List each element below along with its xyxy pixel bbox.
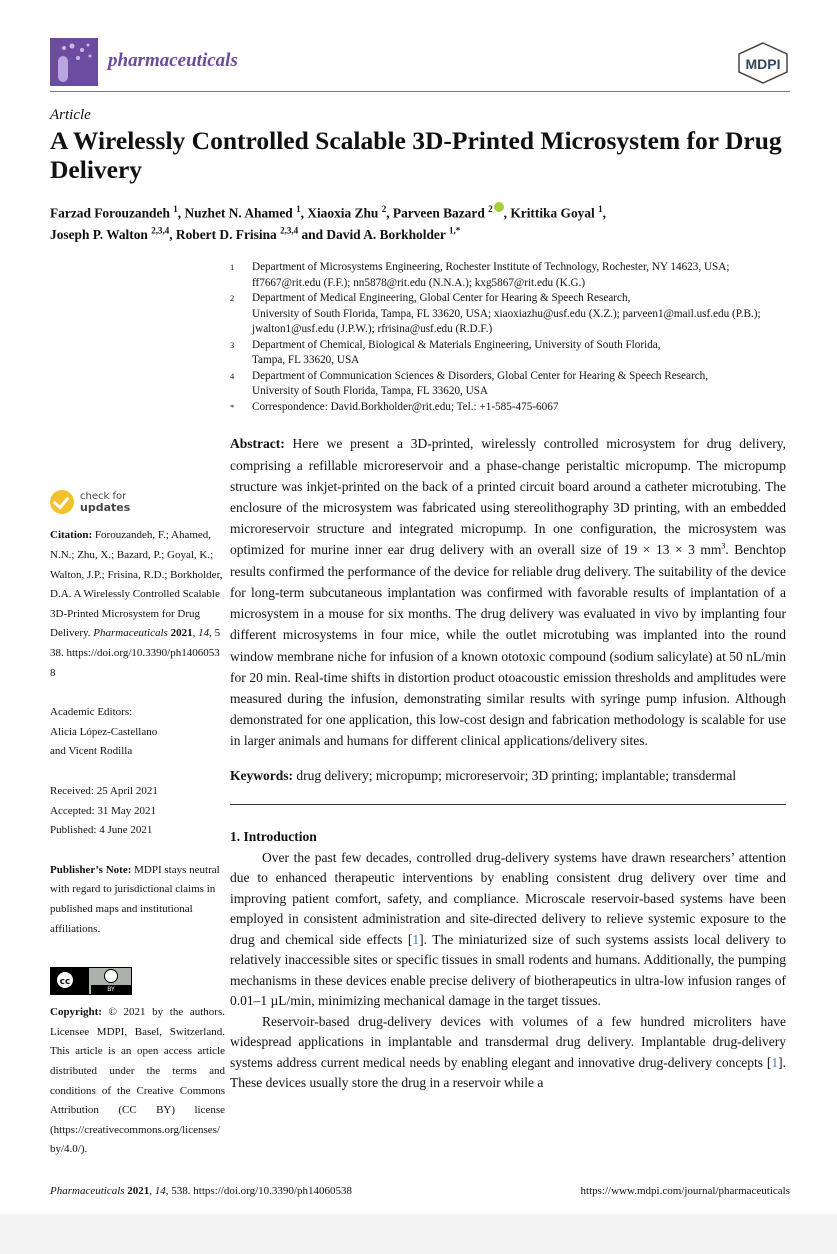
author-name[interactable]: Joseph P. Walton xyxy=(50,227,148,243)
accepted-date: Accepted: 31 May 2021 xyxy=(50,804,156,817)
affiliation-line: ff7667@rit.edu (F.F.); nn5878@rit.edu (N.N.A.); kxg5867@rit.edu (K.G.) xyxy=(252,276,586,289)
sidebar xyxy=(50,260,225,1159)
footer-volume: 14 xyxy=(154,1184,166,1197)
copyright-label: Copyright: xyxy=(50,1006,102,1019)
note-text: MDPI stays neutral with regard to jurisdictional claims in published maps and institutional affiliations. xyxy=(50,863,220,935)
section-heading: 1. Introduction xyxy=(230,828,317,844)
author-affiliation-sup: 1,* xyxy=(448,226,461,236)
affiliation-line: Department of Microsystems Engineering, Rochester Institute of Technology, Rochester, NY 14623, USA; xyxy=(252,261,730,274)
footer-citation: Pharmaceuticals 2021, 14, 538. https://doi.org/10.3390/ph14060538 xyxy=(50,1184,352,1197)
orcid-icon[interactable] xyxy=(494,202,504,212)
abstract-label: Abstract: xyxy=(230,436,285,452)
section-divider xyxy=(230,804,786,805)
copyright-text: © 2021 by the authors. Licensee MDPI, Basel, Switzerland. This article is an open access article distributed under the terms and conditions of the Creative Commons Attribution (CC BY) license (https://creativecommons.org/licenses/by/4.0/). xyxy=(50,1006,225,1156)
paragraph xyxy=(230,848,786,1012)
paragraph-text: Reservoir-based drug-delivery devices with volumes of a few hundred microliters have widespread applications in implantable and transdermal drug delivery. Implantable drug-delivery systems address current medical needs by enabling elegant and innovative drug-delivery concepts [ xyxy=(230,1013,786,1070)
published-date: Published: 4 June 2021 xyxy=(50,824,153,837)
received-date: Received: 25 April 2021 xyxy=(50,785,158,797)
editor-name: Alicia López-Castellano xyxy=(50,725,158,738)
citation: Citation: Forouzandeh, F.; Ahamed, N.N.; Zhu, X.; Bazard, P.; Goyal, K.; Walton, J.P.; Frisina, R.D.; Borkholder, D.A. A Wirelessly Controlled Scalable 3D-Printed Microsystem for Drug Delivery. Pharmaceuticals 2021, 14, 538. https://doi.org/10.3390/ph14060538 xyxy=(50,529,223,679)
footer-url[interactable]: https://www.mdpi.com/journal/pharmaceuticals xyxy=(580,1184,790,1197)
introduction-section xyxy=(230,827,786,1094)
abstract-text: Here we present a 3D-printed, wirelessly controlled microsystem for drug delivery, comprising a refillable microreservoir and a phase-change peristaltic micropump. The micropump structure was inkjet-printed on the back of a printed circuit board around a catheter microtubing. The enclosure of the microsystem was fabricated using stereolithography 3D printing, with an embedded microreservoir structure and integrated micropump. In one configuration, the microsystem was optimized for murine inner ear drug delivery with an overall size of 19 × 13 × 3 mm xyxy=(230,436,786,558)
reference-link[interactable]: 1 xyxy=(771,1054,779,1070)
affiliation-number: 4 xyxy=(230,370,235,381)
affiliation-line: Tampa, FL 33620, USA xyxy=(252,354,360,367)
affiliation-line: Department of Communication Sciences & Disorders, Global Center for Hearing & Speech Research, xyxy=(252,369,709,382)
author-name[interactable]: Robert D. Frisina xyxy=(175,227,277,243)
author-name[interactable]: Nuzhet N. Ahamed xyxy=(184,205,293,221)
author-list: Farzad Forouzandeh $^1$, Nuzhet N. Ahamed $^1$, Xiaoxia Zhu $^2$, Parveen Bazard $^2$ , Krittika Goyal $^1$, Joseph P. Walton $^{2,3,4}$, Robert D. Frisina $^{2,3,4}$ and David A. Borkholder $^{1,*}$ xyxy=(50,204,606,243)
affiliations xyxy=(230,260,790,415)
author-affiliation-sup: 1 xyxy=(173,204,178,214)
affiliation-line: University of South Florida, Tampa, FL 33620, USA; xiaoxiazhu@usf.edu (X.Z.); parveen1@mail.usf.edu (P.B.); xyxy=(252,307,761,320)
check-label: check for xyxy=(80,490,127,502)
author-affiliation-sup: 1 xyxy=(296,204,301,214)
abstract-text-cont: . Benchtop results confirmed the performance of the device for reliable drug delivery. The suitability of the device for long-term subcutaneous implantation was confirmed with favorable results of implantation of a microsystem in a mouse for six months. The drug delivery was evaluated in vivo by implanting four different microsystems in four mice, while the outlet microtubing was implanted into the round window membrane niche for infusion of a known ototoxic compound (sodium salicylate) at 50 nL/min for 20 min. Real-time shifts in distortion product otoacoustic emission thresholds and amplitudes were measured during the infusion, demonstrating similar results with syringe pump infusion. Although demonstrated for one application, this low-cost design and fabrication methodology is scalable for use in larger animals and humans for different clinical applications/delivery sites. xyxy=(230,542,786,749)
affiliation xyxy=(230,291,790,338)
check-for-updates-button[interactable] xyxy=(50,490,225,514)
citation-doi[interactable]: , 538. https://doi.org/10.3390/ph14060538 xyxy=(50,627,221,679)
footer-journal: Pharmaceuticals xyxy=(50,1184,125,1197)
author-separator: and xyxy=(301,227,324,243)
author-name[interactable]: Krittika Goyal xyxy=(510,205,595,221)
publisher-note xyxy=(50,861,225,939)
affiliation-number: 2 xyxy=(230,293,235,304)
citation-label: Citation: xyxy=(50,529,93,542)
copyright xyxy=(50,1003,225,1160)
editors-label: Academic Editors: xyxy=(50,706,133,719)
page-footer xyxy=(50,1184,790,1214)
main-column xyxy=(230,260,790,1159)
author-affiliation-sup: 2,3,4 xyxy=(151,226,170,236)
reference-link[interactable]: 1 xyxy=(412,931,420,947)
affiliation-line: Department of Chemical, Biological & Materials Engineering, University of South Florida, xyxy=(252,338,661,351)
affiliation-number: * xyxy=(230,401,235,412)
affiliation xyxy=(230,260,790,291)
editor-name: and Vicent Rodilla xyxy=(50,745,133,758)
by-label: BY xyxy=(91,985,131,994)
citation-text: Forouzandeh, F.; Ahamed, N.N.; Zhu, X.; Bazard, P.; Goyal, K.; Walton, J.P.; Frisina, R.D.; Borkholder, D.A. A Wirelessly Controlled Scalable 3D-Printed Microsystem for Drug Delivery. xyxy=(50,529,223,640)
author-affiliation-sup: 2,3,4 xyxy=(280,226,299,236)
abstract-sup: 3 xyxy=(721,541,726,551)
affiliation xyxy=(230,400,790,416)
cc-by-license-badge[interactable] xyxy=(50,967,132,995)
author-affiliation-sup: 2 xyxy=(488,204,493,214)
author-affiliation-sup: 2 xyxy=(381,204,387,214)
affiliation-line: University of South Florida, Tampa, FL 33620, USA xyxy=(252,385,489,398)
citation-year: 2021 xyxy=(170,627,193,640)
keywords-text: drug delivery; micropump; microreservoir; 3D printing; implantable; transdermal xyxy=(293,767,737,783)
affiliation-line: Correspondence: David.Borkholder@rit.edu; Tel.: +1-585-475-6067 xyxy=(252,400,559,413)
person-icon xyxy=(104,969,118,983)
paragraph-text: ]. These devices usually store the drug in a reservoir while a xyxy=(230,1054,786,1091)
article-title: A Wirelessly Controlled Scalable 3D-Printed Microsystem for Drug Delivery xyxy=(50,126,782,184)
author-affiliation-sup: 1 xyxy=(598,204,603,214)
content-columns xyxy=(50,260,790,1159)
affiliation-number: 3 xyxy=(230,339,235,350)
author-name[interactable]: Farzad Forouzandeh xyxy=(50,205,170,221)
author-name[interactable]: David A. Borkholder xyxy=(326,227,446,243)
citation-volume: 14 xyxy=(198,627,210,640)
affiliation xyxy=(230,369,790,400)
paragraph-text: ]. The miniaturized size of such systems assists local delivery to relatively inaccessible sites or specific tissues in small rodents and humans. Additionally, the pumping mechanisms in these devices enable precise delivery of biotherapeutics in ultra-low infusion ranges of 0.01–1 µL/min, minimizing mechanical damage in the target tissues. xyxy=(230,931,786,1009)
checkmark-icon xyxy=(50,490,74,514)
affiliation-number: 1 xyxy=(230,262,235,273)
note-label: Publisher’s Note: xyxy=(50,863,132,876)
updates-label: updates xyxy=(80,500,131,514)
author-name[interactable]: Xiaoxia Zhu xyxy=(307,205,379,221)
affiliation xyxy=(230,338,790,369)
affiliation-line: Department of Medical Engineering, Global Center for Hearing & Speech Research, xyxy=(252,292,631,305)
paragraph xyxy=(230,1012,786,1094)
article-type: Article xyxy=(50,107,91,123)
cc-icon: cc xyxy=(55,970,75,990)
paragraph-text: Over the past few decades, controlled drug-delivery systems have drawn researchers’ attention due to enhanced therapeutic interventions by enabling consistent drug delivery over time and improving patient comfort, safety, and compliance. Microscale reservoir-based systems have been employed in consistent administration and site-directed delivery to relieve systemic exposure to the drug and chemical side effects [ xyxy=(230,849,786,947)
footer-doi[interactable]: , 538. https://doi.org/10.3390/ph14060538 xyxy=(165,1184,352,1197)
publisher-label: MDPI xyxy=(745,56,781,72)
keywords-label: Keywords: xyxy=(230,767,293,783)
footer-year: 2021 xyxy=(127,1184,150,1197)
journal-name: pharmaceuticals xyxy=(108,50,238,71)
affiliation-line: jwalton1@usf.edu (J.P.W.); rfrisina@usf.edu (R.D.F.) xyxy=(252,323,493,336)
viewer-bottom-band xyxy=(0,1214,837,1254)
abstract xyxy=(230,433,786,751)
keywords xyxy=(230,766,786,786)
author-name[interactable]: Parveen Bazard xyxy=(392,205,485,221)
citation-journal: Pharmaceuticals xyxy=(93,627,168,640)
